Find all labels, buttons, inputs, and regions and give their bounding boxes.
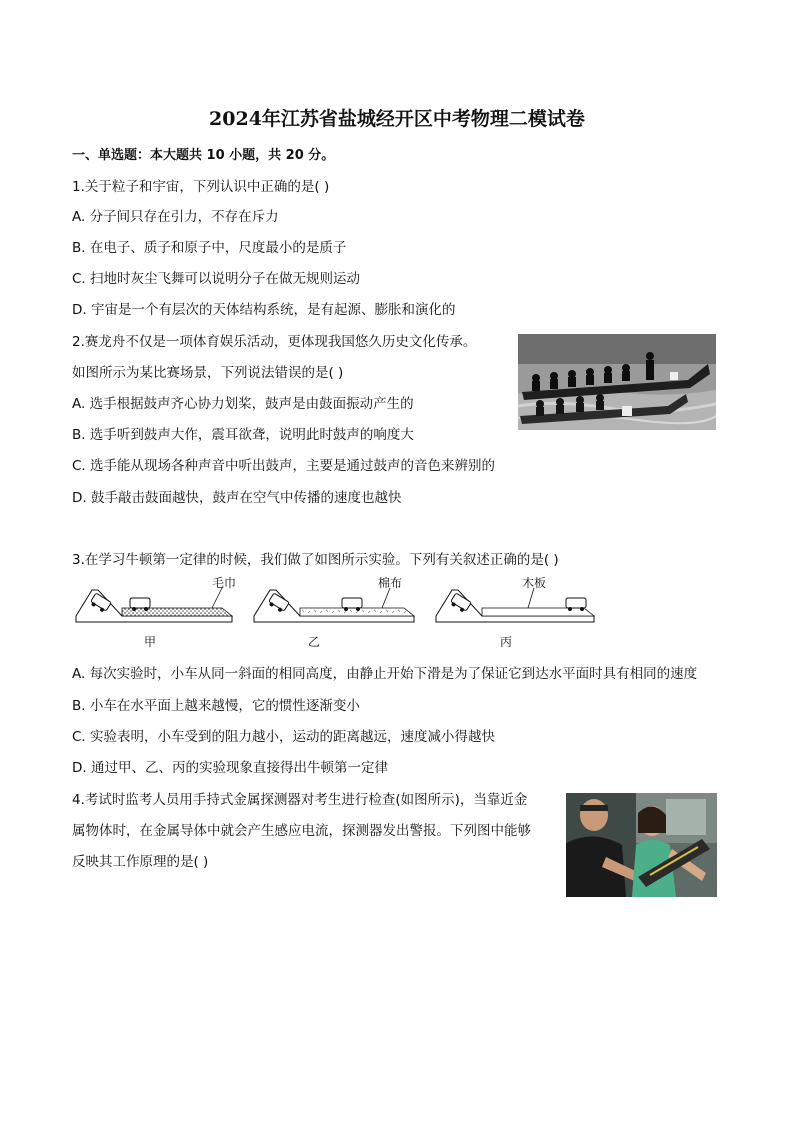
question-stem-line-2: 如图所示为某比赛场景，下列说法错误的是( ) [72,365,344,381]
setup-yi [254,576,414,649]
question-stem-line-1: 2.赛龙舟不仅是一项体育娱乐活动，更体现我国悠久历史文化传承。 [72,334,477,350]
question-stem-line-1: 4.考试时监考人员用手持式金属探测器对考生进行检查(如图所示)，当靠近金 [72,792,528,808]
option-a: A. 分子间只存在引力，不存在斥力 [72,209,279,225]
option-c: C. 实验表明，小车受到的阻力越小，运动的距离越远，速度减小得越快 [72,729,496,745]
option-a: A. 每次实验时，小车从同一斜面的相同高度，由静止开始下滑是为了保证它到达水平面时具有相同的速度 [72,666,698,682]
option-b: B. 选手听到鼓声大作，震耳欲聋，说明此时鼓声的响度大 [72,427,414,443]
surface-label-towel: 毛巾 [212,576,237,590]
option-d: D. 鼓手敲击鼓面越快，鼓声在空气中传播的速度也越快 [72,490,402,506]
caption-yi: 乙 [308,635,321,649]
option-b: B. 小车在水平面上越来越慢，它的惯性逐渐变小 [72,698,360,714]
caption-bing: 丙 [500,635,513,649]
section-heading: 一、单选题：本大题共 10 小题，共 20 分。 [72,148,335,163]
surface-label-board: 木板 [522,576,547,590]
question-stem: 1.关于粒子和宇宙，下列认识中正确的是( ) [72,179,330,195]
option-d: D. 宇宙是一个有层次的天体结构系统，是有起源、膨胀和演化的 [72,302,456,318]
caption-jia: 甲 [144,635,157,649]
page-title: 2024年江苏省盐城经开区中考物理二模试卷 [209,108,585,130]
dragon-boat-photo [518,334,716,430]
option-c: C. 选手能从现场各种声音中听出鼓声，主要是通过鼓声的音色来辨别的 [72,458,496,474]
surface-label-cotton: 棉布 [378,576,403,590]
newton-first-law-figure [72,576,602,652]
question-stem-line-3: 反映其工作原理的是( ) [72,854,209,870]
setup-jia [76,576,236,649]
option-a: A. 选手根据鼓声齐心协力划桨，鼓声是由鼓面振动产生的 [72,396,414,412]
metal-detector-photo [566,793,717,897]
setup-bing [436,576,594,649]
option-b: B. 在电子、质子和原子中，尺度最小的是质子 [72,240,347,256]
option-d: D. 通过甲、乙、丙的实验现象直接得出牛顿第一定律 [72,760,388,776]
option-c: C. 扫地时灰尘飞舞可以说明分子在做无规则运动 [72,271,361,287]
question-stem: 3.在学习牛顿第一定律的时候，我们做了如图所示实验。下列有关叙述正确的是( ) [72,552,559,568]
question-stem-line-2: 属物体时，在金属导体中就会产生感应电流，探测器发出警报。下列图中能够 [72,823,531,839]
